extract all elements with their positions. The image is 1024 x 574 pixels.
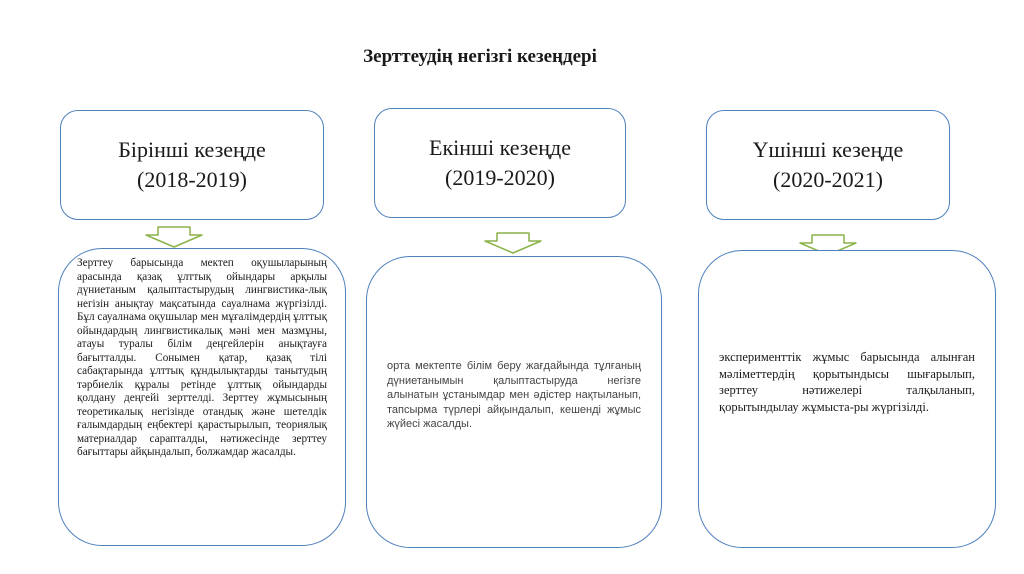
stage-1-description-box xyxy=(58,248,346,546)
stage-1-years: (2018-2019) xyxy=(137,167,247,192)
stage-3-box xyxy=(706,110,950,220)
stage-2-years: (2019-2020) xyxy=(445,165,555,190)
stage-2-description: орта мектепте білім беру жағдайында тұлғаның дүниетанымын қалыптастыруда негізге алынатын ұстанымдар мен әдістер нақтыланып, тапсырма түрлері айқындалып, кешенді жұмыс жүйесі жасалды. xyxy=(387,360,641,430)
stage-3-description: эксперименттік жұмыс барысында алынған мәліметтердің қорытындысы шығарылып, зерттеу нәтижелері талқыланып, қорытындылау жұмыста-ры жүргізілді. xyxy=(719,350,975,414)
stage-1-box xyxy=(60,110,324,220)
stage-2-name: Екінші кезеңде xyxy=(429,135,571,160)
stage-3-description-box xyxy=(698,250,996,548)
stage-1-name: Бірінші кезеңде xyxy=(118,137,266,162)
diagram-title: Зерттеудің негізгі кезеңдері xyxy=(363,46,597,67)
arrow-down-icon xyxy=(483,232,543,254)
stage-2-box xyxy=(374,108,626,218)
stage-2-description-box xyxy=(366,256,662,548)
stage-3-years: (2020-2021) xyxy=(773,167,883,192)
stage-3-name: Үшінші кезеңде xyxy=(752,137,904,162)
arrow-down-icon xyxy=(144,226,204,248)
stage-1-description: Зерттеу барысында мектеп оқушыларының арасында қазақ ұлттық ойындары арқылы дүниетаным қалыптастырудың лингвистика-лық негізін анықтау мақсатында сауалнама жүргізілді. Бұл сауалнама оқушылар мен мұғалімдердің ұлттық ойындардың лингвистикалық мәні мен мазмұны, атауы туралы білім деңгейлерін анықтауға бағытталды. Сонымен қатар, қазақ тілі сабақтарында ұлттық құндылықтарды танытудың тәрбиелік құралы ретінде ұлттық ойындарды қолдану деңгейі зерттелді. Зерттеу жұмысының теоретикалық негізінде отандық және шетелдік ғалымдардың еңбектері қарастырылып, теориялық материалдар сарапталды, нәтижесінде зерттеу бағыттары айқындалып, болжамдар жасалды. xyxy=(77,257,327,458)
